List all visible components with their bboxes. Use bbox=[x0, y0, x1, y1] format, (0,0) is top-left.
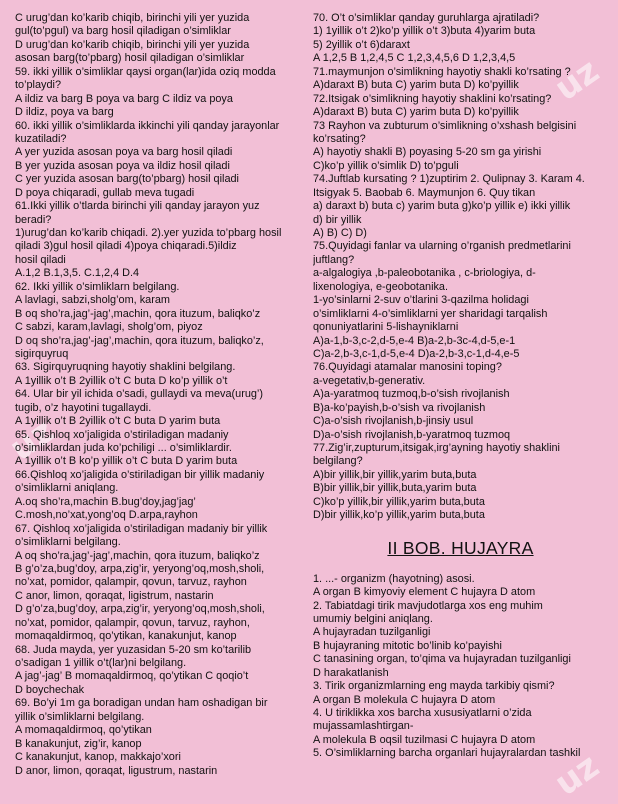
text-line: kuzatiladi? bbox=[15, 132, 67, 145]
right-column-chapter-questions bbox=[313, 573, 608, 761]
text-line: B hujayraning mitotic bo’linib ko’payishi bbox=[313, 639, 502, 652]
text-line: yillik o’simliklarni belgilang. bbox=[15, 710, 145, 723]
text-line: C)a-o’sish rivojlanish,b-jinsiy usul bbox=[313, 415, 474, 428]
text-line: 75.Quyidagi fanlar va ularning o’rganish predmetlarini bbox=[313, 240, 571, 253]
text-line: beradi? bbox=[15, 213, 52, 226]
text-line: A)bir yillik,bir yillik,yarim buta,buta bbox=[313, 468, 477, 481]
text-line: B kanakunjut, zig’ir, kanop bbox=[15, 737, 142, 750]
text-line: A 1yillik o’t B 2yillik o’t C buta D yarim buta bbox=[15, 415, 221, 428]
text-line: C kanakunjut, kanop, makkajo’xori bbox=[15, 751, 181, 764]
text-line: 59. ikki yillik o’simliklar qaysi organ(lar)ida oziq modda bbox=[15, 65, 276, 78]
text-line: qiladi 3)gul hosil qiladi 4)poya chiqaradi.5)ildiz bbox=[15, 240, 237, 253]
text-line: A.oq sho’ra,machin B.bug’doy,jag’jag’ bbox=[15, 495, 196, 508]
text-line: A) B) C) D) bbox=[313, 227, 367, 239]
text-line: 71.maymunjon o’simlikning hayotiy shakli ko’rsating ? bbox=[313, 65, 571, 78]
text-line: 69. Bo’yi 1m ga boradigan undan ham oshadigan bir bbox=[15, 697, 268, 710]
text-line: 67. Qishloq xo’jaligida o’stiriladigan madaniy bir yillik bbox=[15, 522, 268, 535]
text-line: D)a-o’sish rivojlanish,b-yaratmoq tuzmoq bbox=[313, 428, 511, 441]
text-line: A)a-yaratmoq tuzmoq,b-o’sish rivojlanish bbox=[313, 388, 510, 401]
text-line: a) daraxt b) buta c) yarim buta g)ko’p yillik e) ikki yillik bbox=[313, 200, 571, 213]
text-line: C tanasining organ, to’qima va hujayradan tuzilganligi bbox=[313, 653, 571, 666]
text-line: A jag’-jag’ B momaqaldirmoq, qo’ytikan C qoqio’t bbox=[15, 670, 249, 683]
left-column bbox=[15, 12, 302, 778]
text-line: D urug’dan ko’karib chiqib, birinchi yili yer yuzida bbox=[15, 38, 250, 51]
text-line: lixenologiya, e-geobotanika. bbox=[313, 280, 449, 293]
text-line: sigirquyruq bbox=[15, 347, 69, 360]
watermark: uz bbox=[2, 410, 62, 470]
text-line: A.1,2 B.1,3,5. C.1,2,4 D.4 bbox=[15, 267, 140, 280]
text-line: 1) 1yillik o’t 2)ko’p yillik o’t 3)buta 4)yarim buta bbox=[313, 25, 536, 38]
text-line: 61.Ikki yillik o’tlarda birinchi yili qanday jarayon yuz bbox=[15, 200, 260, 213]
text-line: B)a-ko’payish,b-o’sish va rivojlanish bbox=[313, 401, 486, 414]
text-line: B)bir yillik,bir yillik,buta,yarim buta bbox=[313, 482, 477, 495]
text-line: tugib, o’z hayotini tugallaydi. bbox=[15, 401, 152, 414]
text-line: C)a-2,b-3,c-1,d-5,e-4 D)a-2,b-3,c-1,d-4,e-5 bbox=[313, 347, 520, 360]
text-line: 77.Zig’ir,zupturum,itsigak,irg’ayning hayotiy shaklini bbox=[313, 442, 560, 454]
text-line: A)daraxt B) buta C) yarim buta D) ko’pyillik bbox=[313, 79, 519, 92]
text-line: hosil qiladi bbox=[15, 253, 66, 266]
text-line: momaqaldirmoq, qo’ytikan, kanakunjut, kanop bbox=[15, 630, 237, 643]
text-line: 2. Tabiatdagi tirik mavjudotlarga xos eng muhim bbox=[313, 599, 543, 612]
text-line: 60. ikki yillik o’simliklarda ikkinchi yili qanday jarayonlar bbox=[15, 119, 280, 132]
text-line: A 1yillik o’t B 2yillik o’t C buta D ko’p yillik o’t bbox=[15, 374, 228, 387]
text-line: D boychechak bbox=[15, 683, 85, 696]
text-line: A yer yuzida asosan poya va barg hosil qiladi bbox=[15, 146, 233, 159]
text-line: A hujayradan tuzilganligi bbox=[313, 626, 431, 639]
text-line: a-algalogiya ,b-paleobotanika , c-briologiya, d- bbox=[313, 267, 536, 280]
text-line: B g’o’za,bug’doy, arpa,zig’ir, yeryong’oq,mosh,sholi, bbox=[15, 562, 265, 575]
text-line: 74.Juftlab kursating ? 1)zuptirim 2. Qulipnay 3. Karam 4. bbox=[313, 173, 585, 186]
text-line: no’xat, pomidor, qalampir, qovun, tarvuz, rayhon bbox=[15, 576, 247, 589]
text-line: A oq sho’ra,jag’-jag’,machin, qora ituzum, baliqko’z bbox=[15, 549, 260, 562]
text-line: D)bir yillik,ko’p yillik,yarim buta,buta bbox=[313, 509, 485, 522]
text-line: A momaqaldirmoq, qo’ytikan bbox=[15, 724, 152, 737]
text-line: 1-yo’sinlarni 2-suv o’tlarini 3-qazilma holidagi bbox=[313, 294, 529, 307]
right-column bbox=[313, 12, 608, 761]
text-line: o’simliklarni 4-o’simliklarni yer sharidagi tarqalish bbox=[313, 307, 548, 320]
text-line: A 1,2,5 B 1,2,4,5 C 1,2,3,4,5,6 D 1,2,3,4,5 bbox=[313, 52, 516, 65]
text-line: A organ B molekula C hujayra D atom bbox=[313, 693, 496, 706]
text-line: D harakatlanish bbox=[313, 666, 389, 679]
text-line: juftlang? bbox=[313, 253, 355, 266]
text-line: D anor, limon, qoraqat, ligustrum, nastarin bbox=[15, 764, 218, 777]
text-line: Itsigyak 5. Baobab 6. Maymunjon 6. Quy tikan bbox=[313, 186, 536, 199]
text-line: 63. Sigirquyruqning hayotiy shaklini belgilang. bbox=[15, 361, 236, 374]
text-line: 3. Tirik organizmlarning eng mayda tarkibiy qismi? bbox=[313, 680, 555, 693]
text-line: 5. O’simliklarning barcha organlari hujayralardan tashkil bbox=[313, 747, 581, 760]
text-line: A 1yillik o’t B ko’p yillik o’t C buta D yarim buta bbox=[15, 455, 238, 468]
text-line: 1)urug’dan ko’karib chiqadi. 2).yer yuzida to’pbarg hosil bbox=[15, 227, 282, 239]
right-column-questions bbox=[313, 12, 608, 523]
text-line: no’xat, pomidor, qalampir, qovun, tarvuz, rayhon, bbox=[15, 616, 250, 629]
text-line: 76.Quyidagi atamalar manosini toping? bbox=[313, 361, 502, 374]
text-line: A)daraxt B) buta C) yarim buta D) ko’pyillik bbox=[313, 106, 519, 119]
text-line: C urug’dan ko’karib chiqib, birinchi yili yer yuzida bbox=[15, 12, 250, 24]
text-line: asosan barg(to’pbarg) hosil qiladigan o’simliklar bbox=[15, 52, 245, 65]
text-line: 66.Qishloq xo’jaligida o’stiriladigan bir yillik madaniy bbox=[15, 468, 265, 481]
text-line: 1. ...- organizm (hayotning) asosi. bbox=[313, 572, 475, 585]
text-line: 68. Juda mayda, yer yuzasidan 5-20 sm ko’tarilib bbox=[15, 643, 252, 656]
text-line: C)ko’p yillik o’simlik D) to’pguli bbox=[313, 159, 459, 172]
text-line: 64. Ular bir yil ichida o’sadi, gullaydi va meva(urug’) bbox=[15, 388, 263, 401]
text-line: 62. Ikki yillik o’simliklarn belgilang. bbox=[15, 280, 180, 293]
text-line: 73 Rayhon va zubturum o’simlikning o’xshash belgisini bbox=[313, 119, 577, 132]
text-line: A ildiz va barg B poya va barg C ildiz va poya bbox=[15, 92, 233, 105]
text-line: belgilang? bbox=[313, 455, 363, 468]
text-line: ko’rsating? bbox=[313, 132, 366, 145]
chapter-heading: II BOB. HUJAYRA bbox=[387, 537, 534, 558]
text-line: A molekula B oqsil tuzilmasi C hujayra D atom bbox=[313, 733, 536, 746]
watermark: uz bbox=[547, 50, 607, 110]
text-line: o’simliklarni belgilang. bbox=[15, 536, 121, 549]
text-line: 5) 2yillik o’t 6)daraxt bbox=[313, 38, 410, 51]
text-line: D poya chiqaradi, gullab meva tugadi bbox=[15, 186, 195, 199]
text-line: C yer yuzida asosan barg(to’pbarg) hosil qiladi bbox=[15, 173, 239, 186]
text-line: 70. O’t o’simliklar qanday guruhlarga ajratiladi? bbox=[313, 12, 540, 24]
text-line: D oq sho’ra,jag’-jag’,machin, qora ituzum, baliqko’z, bbox=[15, 334, 264, 347]
text-line: A organ B kimyoviy element C hujayra D atom bbox=[313, 586, 536, 599]
text-line: C)ko’p yillik,bir yillik,yarim buta,buta bbox=[313, 495, 485, 508]
text-line: A)a-1,b-3,c-2,d-5,e-4 B)a-2,b-3c-4,d-5,e-1 bbox=[313, 334, 516, 347]
text-line: B oq sho’ra,jag’-jag’,machin, qora ituzum, baliqko’z bbox=[15, 307, 261, 320]
text-line: A) hayotiy shakli B) poyasing 5-20 sm ga yirishi bbox=[313, 146, 542, 159]
text-line: mujassamlashtirgan- bbox=[313, 720, 414, 733]
text-line: C anor, limon, qoraqat, ligistrum, nastarin bbox=[15, 589, 214, 602]
text-line: D g’o’za,bug’doy, arpa,zig’ir, yeryong’oq,mosh,sholi, bbox=[15, 603, 265, 616]
text-line: 65. Qishloq xo’jaligida o’stiriladigan madaniy bbox=[15, 428, 229, 441]
text-line: A lavlagi, sabzi,sholg’om, karam bbox=[15, 294, 170, 307]
text-line: B yer yuzida asosan poya va ildiz hosil qiladi bbox=[15, 159, 230, 172]
text-line: to’playdi? bbox=[15, 79, 62, 92]
text-line: qonuniyatlarini 5-lishayniklarni bbox=[313, 321, 459, 334]
text-line: C.mosh,no’xat,yong’oq D.arpa,rayhon bbox=[15, 509, 198, 522]
text-line: D ildiz, poya va barg bbox=[15, 106, 114, 119]
text-line: 72.Itsigak o’simlikning hayotiy shaklini ko’rsating? bbox=[313, 92, 552, 105]
text-line: a-vegetativ,b-generativ. bbox=[313, 374, 426, 387]
text-line: gul(to’pgul) va barg hosil qiladigan o’simliklar bbox=[15, 25, 231, 38]
text-line: d) bir yillik bbox=[313, 213, 362, 226]
text-line: C sabzi, karam,lavlagi, sholg’om, piyoz bbox=[15, 321, 203, 334]
watermark: uz bbox=[547, 745, 607, 804]
text-line: 4. U tiriklikka xos barcha xususiyatlarni o’zida bbox=[313, 707, 532, 719]
text-line: o’simliklarni aniqlang. bbox=[15, 482, 119, 495]
text-line: umumiy belgini aniqlang. bbox=[313, 612, 433, 625]
text-line: o’sadigan 1 yillik o’t(lar)ni belgilang. bbox=[15, 657, 187, 669]
text-line: o’simliklardan juda ko’pchiligi ... o’simliklardir. bbox=[15, 442, 232, 454]
